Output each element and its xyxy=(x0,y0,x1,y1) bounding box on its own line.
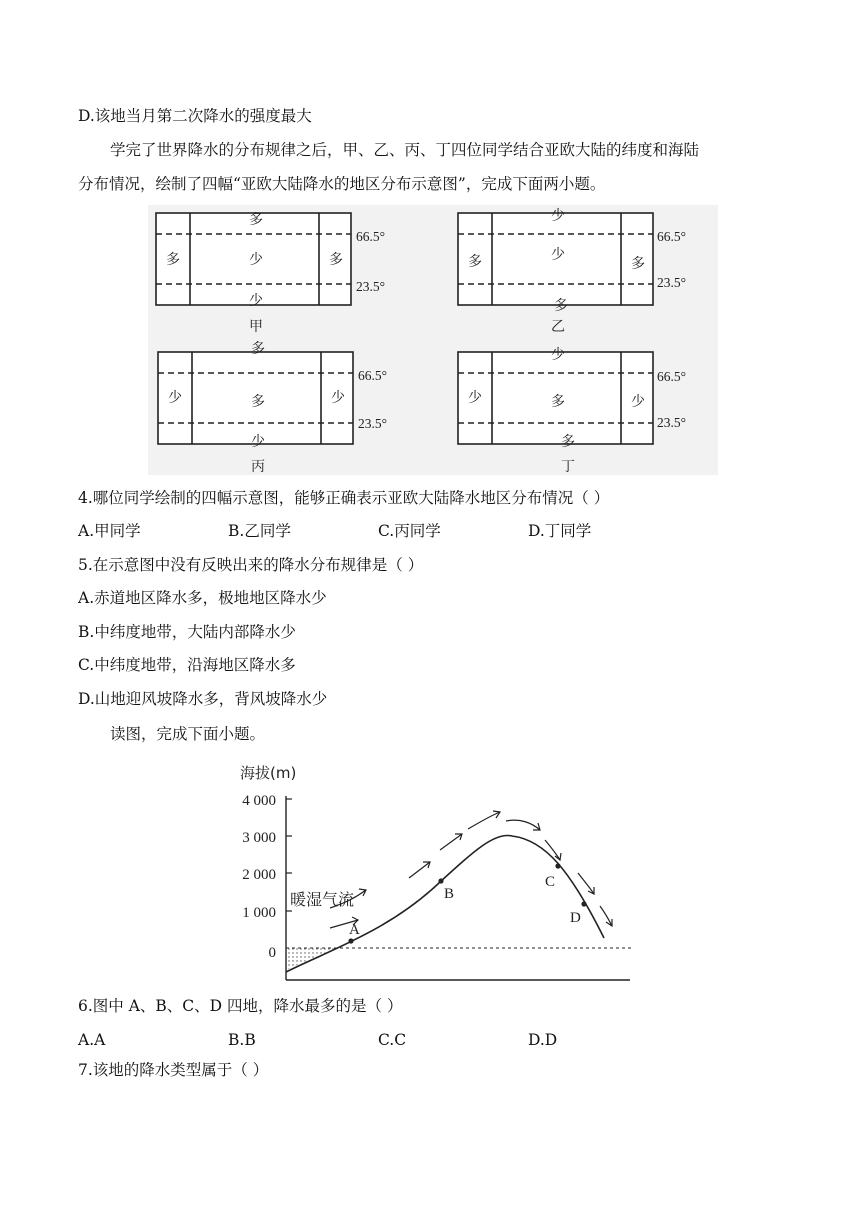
bing-lat-23: 23.5° xyxy=(358,416,388,431)
jia-lat-66: 66.5° xyxy=(356,229,386,244)
ding-right-label: 少 xyxy=(631,394,645,410)
ytick-0: 0 xyxy=(268,945,276,961)
precipitation-distribution-figure xyxy=(0,200,860,480)
q4-stem: 4.哪位同学绘制的四幅示意图，能够正确表示亚欧大陆降水地区分布情况（ ） xyxy=(78,489,610,507)
bing-right-label: 少 xyxy=(331,390,345,406)
point-c-label: C xyxy=(545,874,556,890)
point-b-label: B xyxy=(444,886,455,902)
point-a-label: A xyxy=(349,922,360,938)
yi-caption: 乙 xyxy=(551,319,565,335)
q6-option-b: B.B xyxy=(228,1031,256,1049)
jia-top-label: 多 xyxy=(249,212,263,228)
orographic-precipitation-figure xyxy=(0,755,860,985)
ding-center-label: 多 xyxy=(551,394,565,410)
jia-caption: 甲 xyxy=(249,319,263,335)
jia-bottom-label: 少 xyxy=(249,293,263,309)
yi-center-label: 少 xyxy=(551,247,565,263)
q5-stem: 5.在示意图中没有反映出来的降水分布规律是（ ） xyxy=(78,556,424,574)
ytick-2000: 2 000 xyxy=(242,867,276,883)
ytick-1000: 1 000 xyxy=(242,905,276,921)
q7-stem: 7.该地的降水类型属于（ ） xyxy=(78,1061,269,1079)
ding-bottom-label: 多 xyxy=(561,434,575,450)
bing-bottom-label: 少 xyxy=(251,434,265,450)
yi-right-label: 多 xyxy=(631,256,645,272)
bing-center-label: 多 xyxy=(251,394,265,410)
jia-lat-23: 23.5° xyxy=(356,279,386,294)
point-b-marker xyxy=(438,878,443,883)
ding-left-label: 少 xyxy=(468,390,482,406)
yi-lat-66: 66.5° xyxy=(657,229,687,244)
yi-bottom-label: 多 xyxy=(554,298,568,314)
jia-right-label: 多 xyxy=(329,252,343,268)
q6-option-c: C.C xyxy=(378,1031,407,1049)
yi-left-label: 多 xyxy=(468,254,482,270)
bing-top-label: 多 xyxy=(251,341,265,357)
ding-top-label: 少 xyxy=(551,347,565,363)
jia-left-label: 多 xyxy=(166,252,180,268)
q4-option-b: B.乙同学 xyxy=(228,522,291,540)
intro1-line1: 学完了世界降水的分布规律之后，甲、乙、丙、丁四位同学结合亚欧大陆的纬度和海陆 xyxy=(110,141,700,159)
yi-top-label: 少 xyxy=(551,208,565,224)
q5-option-a: A.赤道地区降水多，极地地区降水少 xyxy=(78,589,327,607)
y-axis-label: 海拔(m) xyxy=(240,764,297,782)
q5-option-b: B.中纬度地带，大陆内部降水少 xyxy=(78,623,296,641)
ding-lat-66: 66.5° xyxy=(657,369,687,384)
intro1-line2: 分布情况，绘制了四幅“亚欧大陆降水的地区分布示意图”，完成下面两小题。 xyxy=(78,175,606,193)
point-d-label: D xyxy=(570,910,581,926)
intro2-text: 读图，完成下面小题。 xyxy=(110,725,266,743)
q4-option-c: C.丙同学 xyxy=(378,522,441,540)
q5-option-c: C.中纬度地带，沿海地区降水多 xyxy=(78,656,296,674)
ding-lat-23: 23.5° xyxy=(657,415,687,430)
yi-lat-23: 23.5° xyxy=(657,275,687,290)
q6-option-a: A.A xyxy=(78,1031,106,1049)
q6-stem: 6.图中 A、B、C、D 四地，降水最多的是（ ） xyxy=(78,997,403,1015)
bing-left-label: 少 xyxy=(168,390,182,406)
q3-option-d: D.该地当月第二次降水的强度最大 xyxy=(78,107,312,125)
point-d-marker xyxy=(581,901,586,906)
q6-option-d: D.D xyxy=(528,1031,558,1049)
jia-center-label: 少 xyxy=(249,252,263,268)
q4-option-a: A.甲同学 xyxy=(78,522,141,540)
q4-option-d: D.丁同学 xyxy=(528,522,592,540)
bing-lat-66: 66.5° xyxy=(358,368,388,383)
point-a-marker xyxy=(348,938,353,943)
ytick-4000: 4 000 xyxy=(242,793,276,809)
point-c-marker xyxy=(555,863,560,868)
ding-caption: 丁 xyxy=(561,459,575,475)
ytick-3000: 3 000 xyxy=(242,830,276,846)
bing-caption: 丙 xyxy=(251,459,265,475)
q5-option-d: D.山地迎风坡降水多，背风坡降水少 xyxy=(78,690,328,708)
sea-area xyxy=(286,948,336,970)
airflow-label: 暖湿气流 xyxy=(290,890,355,909)
